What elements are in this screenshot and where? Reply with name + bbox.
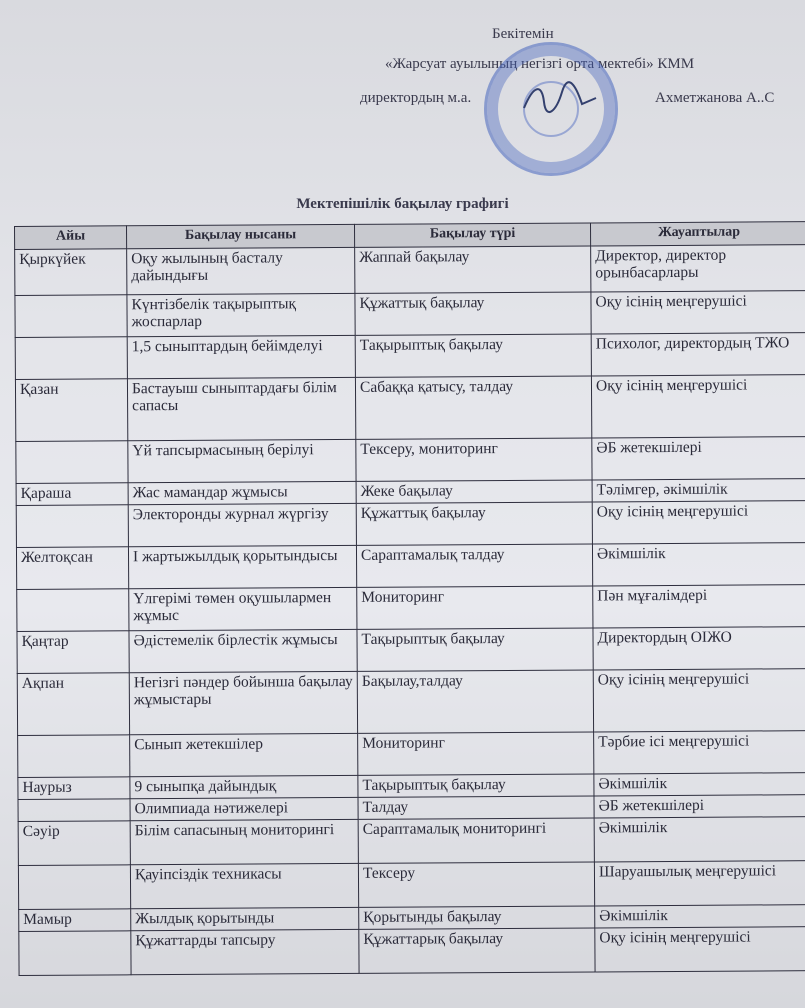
table-row bbox=[16, 501, 805, 548]
approval-title: Бекітемін bbox=[492, 26, 554, 42]
cell-object: Үлгерімі төмен оқушылармен жұмыс bbox=[129, 587, 357, 630]
document-title: Мектепішілік бақылау графигі bbox=[296, 196, 509, 212]
cell-type: Тақырыптық бақылау bbox=[357, 628, 593, 671]
cell-object: Сынып жетекшілер bbox=[130, 733, 358, 776]
cell-object: Қауіпсіздік техникасы bbox=[130, 863, 358, 908]
cell-responsible: ӘБ жетекшілері bbox=[592, 437, 805, 480]
cell-month bbox=[15, 337, 127, 380]
table-row bbox=[15, 333, 805, 380]
cell-object: Әдістемелік бірлестік жұмысы bbox=[129, 629, 357, 672]
table-row bbox=[18, 861, 805, 910]
cell-type: Мониторинг bbox=[357, 586, 593, 629]
cell-object: Бастауыш сыныптардағы білім сапасы bbox=[127, 377, 355, 440]
cell-object: І жартыжылдық қорытындысы bbox=[128, 545, 356, 588]
cell-object: Күнтізбелік тақырыптық жоспарлар bbox=[127, 293, 355, 336]
cell-month bbox=[18, 799, 130, 822]
signature-icon bbox=[520, 78, 600, 118]
header-type: Бақылау түрі bbox=[354, 223, 590, 247]
cell-type: Талдау bbox=[358, 796, 594, 819]
cell-type: Мониторинг bbox=[358, 732, 594, 775]
cell-responsible: Оқу ісінің меңгерушісі bbox=[592, 501, 805, 544]
cell-responsible: Шаруашылық меңгерушісі bbox=[594, 861, 805, 906]
table-row bbox=[16, 437, 805, 484]
cell-type: Құжаттық бақылау bbox=[356, 502, 592, 545]
cell-object: Негізгі пәндер бойынша бақылау жұмыстары bbox=[129, 671, 357, 734]
table-row bbox=[18, 731, 805, 778]
cell-month: Қазан bbox=[15, 379, 127, 442]
table-row bbox=[19, 927, 805, 976]
cell-type: Қорытынды бақылау bbox=[359, 906, 595, 929]
cell-month: Желтоқсан bbox=[16, 547, 128, 590]
cell-responsible: Директор, директор орынбасарлары bbox=[591, 245, 805, 292]
cell-responsible: Оқу ісінің меңгерушісі bbox=[593, 669, 805, 732]
cell-responsible: Әкімшілік bbox=[594, 773, 805, 796]
cell-object: Электоронды журнал жүргізу bbox=[128, 503, 356, 546]
cell-responsible: Әкімшілік bbox=[595, 905, 805, 928]
cell-object: Білім сапасының мониторингі bbox=[130, 819, 358, 864]
table-row bbox=[17, 585, 805, 632]
cell-object: 9 сыныпқа дайындық bbox=[130, 775, 358, 798]
cell-month bbox=[15, 295, 127, 338]
cell-object: Оқу жылының басталу дайындығы bbox=[127, 247, 355, 294]
cell-month: Қараша bbox=[16, 483, 128, 506]
approval-school: «Жарсуат ауылының негізгі орта мектебі» КММ bbox=[385, 56, 695, 72]
cell-type: Құжаттық бақылау bbox=[355, 292, 591, 335]
approval-role: директордың м.а. bbox=[360, 90, 472, 106]
cell-object: 1,5 сыныптардың бейімделуі bbox=[127, 335, 355, 378]
cell-type: Жаппай бақылау bbox=[355, 246, 591, 293]
cell-month: Қаңтар bbox=[17, 631, 129, 674]
cell-month bbox=[18, 735, 130, 778]
table-row bbox=[15, 291, 805, 338]
cell-type: Сараптамалық талдау bbox=[356, 544, 592, 587]
header-month: Айы bbox=[15, 226, 127, 250]
table-row bbox=[15, 245, 805, 296]
cell-month: Сәуір bbox=[18, 821, 130, 866]
cell-month: Мамыр bbox=[19, 909, 131, 932]
cell-responsible: Пән мұғалімдері bbox=[593, 585, 805, 628]
cell-object: Жылдық қорытынды bbox=[131, 907, 359, 930]
table-row bbox=[16, 543, 805, 590]
approval-name: Ахметжанова А..С bbox=[655, 90, 775, 106]
cell-responsible: Оқу ісінің меңгерушісі bbox=[591, 375, 805, 438]
cell-responsible: Директордың ОІЖО bbox=[593, 627, 805, 670]
cell-responsible: Тәрбие ісі меңгерушісі bbox=[594, 731, 805, 774]
cell-responsible: ӘБ жетекшілері bbox=[594, 795, 805, 818]
cell-month: Ақпан bbox=[17, 673, 129, 736]
cell-type: Тексеру, мониторинг bbox=[356, 438, 592, 481]
cell-type: Сабаққа қатысу, талдау bbox=[355, 376, 591, 439]
cell-type: Бақылау,талдау bbox=[357, 670, 593, 733]
cell-responsible: Тәлімгер, әкімшілік bbox=[592, 479, 805, 502]
cell-responsible: Әкімшілік bbox=[592, 543, 805, 586]
cell-month bbox=[17, 589, 129, 632]
cell-responsible: Оқу ісінің меңгерушісі bbox=[595, 927, 805, 972]
cell-type: Сараптамалық мониторингі bbox=[358, 818, 594, 863]
cell-type: Тексеру bbox=[358, 862, 594, 907]
table-row bbox=[17, 669, 805, 736]
table-row bbox=[17, 627, 805, 674]
cell-responsible: Әкімшілік bbox=[594, 817, 805, 862]
cell-month bbox=[16, 505, 128, 548]
cell-month bbox=[19, 931, 131, 976]
cell-month bbox=[16, 441, 128, 484]
cell-month bbox=[18, 865, 130, 910]
header-responsible: Жауаптылар bbox=[590, 222, 805, 246]
cell-type: Жеке бақылау bbox=[356, 480, 592, 503]
cell-object: Олимпиада нәтижелері bbox=[130, 797, 358, 820]
cell-object: Жас мамандар жұмысы bbox=[128, 481, 356, 504]
cell-type: Тақырыптық бақылау bbox=[355, 334, 591, 377]
header-object: Бақылау нысаны bbox=[127, 224, 355, 248]
cell-responsible: Психолог, директордың ТЖО bbox=[591, 333, 805, 376]
cell-month: Наурыз bbox=[18, 777, 130, 800]
cell-object: Құжаттарды тапсыру bbox=[131, 929, 359, 974]
cell-type: Құжаттарық бақылау bbox=[359, 928, 595, 973]
cell-responsible: Оқу ісінің меңгерушісі bbox=[591, 291, 805, 334]
cell-month: Қыркүйек bbox=[15, 249, 127, 296]
table-row bbox=[18, 817, 805, 866]
cell-type: Тақырыптық бақылау bbox=[358, 774, 594, 797]
control-schedule-table bbox=[14, 221, 805, 976]
table-row bbox=[15, 375, 805, 442]
cell-object: Үй тапсырмасының берілуі bbox=[128, 439, 356, 482]
